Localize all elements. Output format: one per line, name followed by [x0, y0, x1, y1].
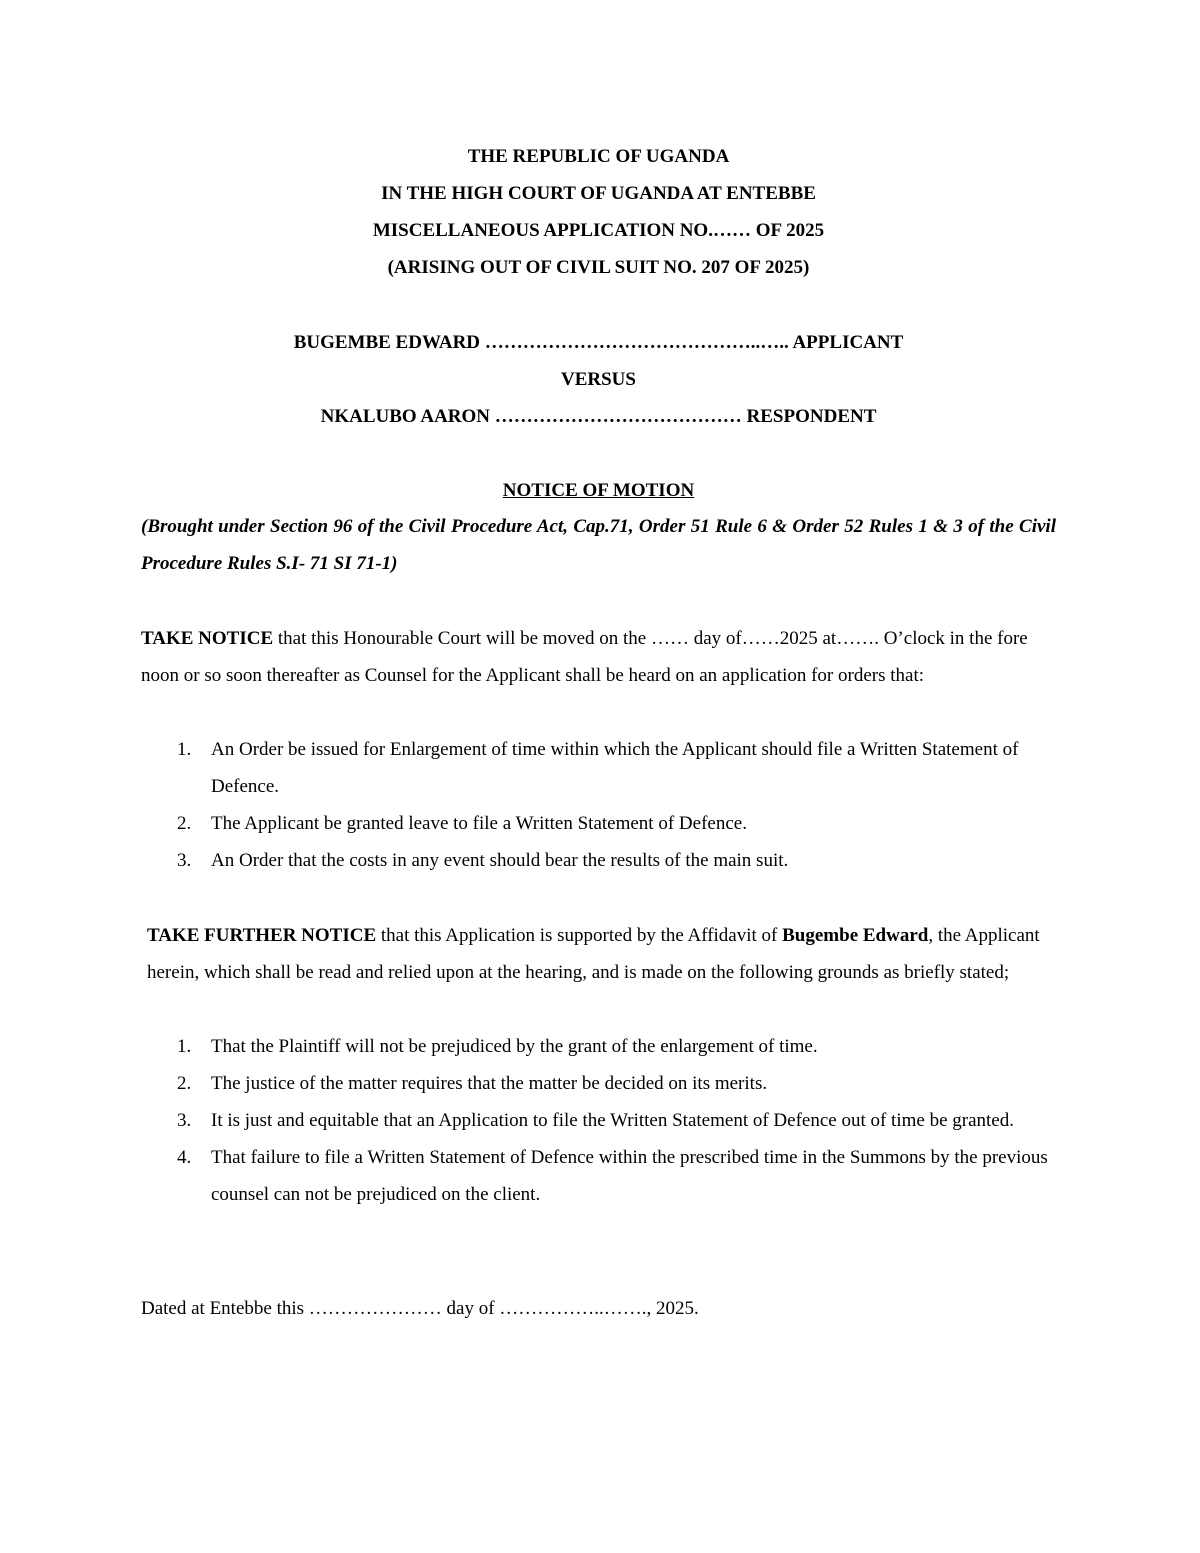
- parties-block: [141, 324, 1056, 435]
- statutory-authority: (Brought under Section 96 of the Civil Procedure Act, Cap.71, Order 51 Rule 6 & Order 52 Rules 1 & 3 of the Civil Procedure Rules S.I- 71 SI 71-1): [141, 516, 1056, 574]
- deponent-name: Bugembe Edward: [782, 925, 929, 946]
- respondent-line: NKALUBO AARON ………………………………… RESPONDENT: [320, 406, 877, 427]
- republic-title: THE REPUBLIC OF UGANDA: [467, 146, 730, 167]
- motion-title-text: NOTICE OF MOTION: [502, 480, 695, 501]
- list-item: [141, 805, 1056, 842]
- list-item: [141, 1139, 1056, 1213]
- list-text: The justice of the matter requires that the matter be decided on its merits.: [211, 1073, 768, 1094]
- take-notice-lead: TAKE NOTICE: [141, 628, 274, 649]
- list-text: An Order be issued for Enlargement of time within which the Applicant should file a Written Statement of Defence.: [211, 739, 1019, 797]
- list-text: It is just and equitable that an Application to file the Written Statement of Defence out of time be granted.: [211, 1110, 1014, 1131]
- list-number: 1.: [177, 1036, 192, 1057]
- list-text: The Applicant be granted leave to file a Written Statement of Defence.: [211, 813, 747, 834]
- list-text: That failure to file a Written Statement of Defence within the prescribed time in the Summons by the previous counsel can not be prejudiced on the client.: [211, 1147, 1048, 1205]
- list-text: An Order that the costs in any event should bear the results of the main suit.: [211, 850, 789, 871]
- versus-label: VERSUS: [561, 369, 636, 390]
- court-name: IN THE HIGH COURT OF UGANDA AT ENTEBBE: [381, 183, 816, 204]
- further-notice-lead: TAKE FURTHER NOTICE: [147, 925, 377, 946]
- applicant-line: BUGEMBE EDWARD ……………………………………..….. APPLICANT: [293, 332, 904, 353]
- take-notice-text: that this Honourable Court will be moved on the …… day of……2025 at……. O’clock in the fore noon or so soon thereafter as Counsel for the Applicant shall be heard on an application for orders that:: [141, 628, 1028, 686]
- list-number: 2.: [177, 813, 192, 834]
- further-notice-text-after: , the Applicant herein, which shall be read and relied upon at the hearing, and is made on the following grounds as briefly stated;: [147, 925, 1040, 983]
- orders-list: [141, 731, 1056, 879]
- grounds-list: [141, 1028, 1056, 1213]
- application-number: MISCELLANEOUS APPLICATION NO.…… OF 2025: [372, 220, 825, 241]
- dated-line: Dated at Entebbe this ………………… day of ……………..……., 2025.: [141, 1298, 699, 1319]
- list-item: [141, 842, 1056, 879]
- further-notice-text-before: that this Application is supported by the Affidavit of: [376, 925, 783, 946]
- list-item: [141, 1102, 1056, 1139]
- list-item: [141, 1028, 1056, 1065]
- court-heading: [141, 138, 1056, 286]
- list-number: 3.: [177, 1110, 192, 1131]
- list-text: That the Plaintiff will not be prejudiced by the grant of the enlargement of time.: [211, 1036, 818, 1057]
- list-number: 1.: [177, 739, 192, 760]
- list-item: [141, 1065, 1056, 1102]
- list-number: 3.: [177, 850, 192, 871]
- list-item: [141, 731, 1056, 805]
- further-notice-paragraph: [141, 917, 1062, 991]
- arising-from: (ARISING OUT OF CIVIL SUIT NO. 207 OF 2025): [387, 257, 810, 278]
- take-notice-paragraph: [141, 620, 1056, 694]
- list-number: 4.: [177, 1147, 192, 1168]
- motion-title: [141, 472, 1056, 509]
- list-number: 2.: [177, 1073, 192, 1094]
